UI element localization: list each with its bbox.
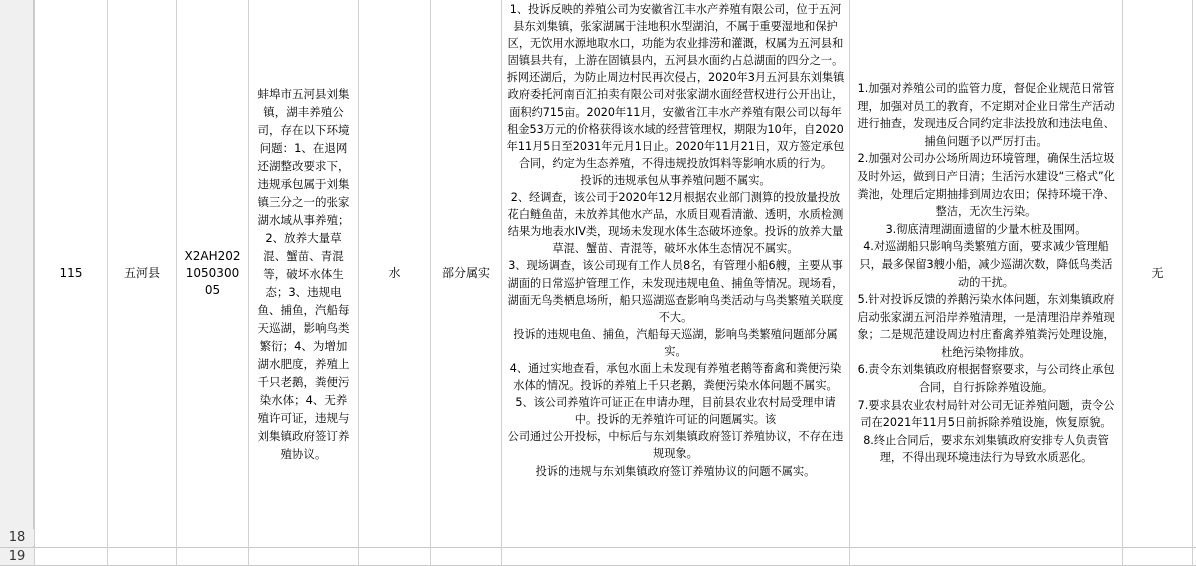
cell-findings[interactable] xyxy=(502,0,849,547)
findings-paragraph: 公司通过公开投标，中标后与东刘集镇政府签订养殖协议，不存在违规现象。 xyxy=(507,430,844,461)
empty-row-19[interactable] xyxy=(35,548,1192,565)
measure-item: 5.针对投诉反馈的养鹅污染水体问题，东刘集镇政府启动张家湖五河沿岸养殖清理，一是清理沿岸养殖现象；二是规范建设周边村庄畜禽养殖粪污处理设施，杜绝污染物排放。 xyxy=(857,293,1115,359)
measure-item: 7.要求县农业农村局针对公司无证养殖问题，责令公司在2021年11月5日前拆除养殖设施，恢复原貌。 xyxy=(857,398,1115,430)
measure-item: 4.对巡湖船只影响鸟类繁殖方面，要求减少管理船只，最多保留3艘小船，减少巡湖次数，降低鸟类活动的干扰。 xyxy=(859,240,1113,289)
findings-text xyxy=(506,1,845,480)
findings-paragraph: 5、该公司养殖许可证正在申请办理，目前县农业农村局受理申请中。投诉的无养殖许可证的问题属实。该 xyxy=(515,396,836,427)
complaint-text: 蚌埠市五河县刘集镇，湖丰养殖公司，存在以下环境问题：1、在退网还湖整改要求下，违规承包属于刘集镇三分之一的张家湖水域从事养殖；2、放养大量草混、蟹苗、青混等，破坏水体生态；3、违规电鱼、捕鱼，汽船每天巡湖，影响鸟类繁衍；4、为增加湖水肥度，养殖上千只老鹅，粪便污染水体；4、无养殖许可证，违规与刘集镇政府签订养殖协议。 xyxy=(257,86,350,461)
cell-seq[interactable]: 115 xyxy=(59,266,83,280)
findings-paragraph: 3、现场调查，该公司现有工作人员8名，有管理小船6艘，主要从事湖面的日常巡护管理工作，未发现违规电鱼、捕鱼等情况。现场看，湖面无鸟类栖息场所，船只巡湖巡查影响鸟类活动与鸟类繁殖关联度不大。 xyxy=(507,259,844,324)
cell-case-code[interactable]: X2AH202105030005 xyxy=(184,249,241,297)
cell-measures[interactable] xyxy=(850,0,1122,547)
row-number-19[interactable]: 19 xyxy=(0,548,34,566)
measure-item: 1.加强对养殖公司的监管力度，督促企业规范日常管理，加强对员工的教育，不定期对企业日常生产活动进行抽查，发现违反合同约定非法投放和违法电鱼、捕鱼问题予以严厉打击。 xyxy=(857,81,1115,148)
cell-accountability[interactable]: 无 xyxy=(1151,266,1164,280)
cell-county[interactable]: 五河县 xyxy=(123,266,160,280)
cell-verdict[interactable]: 部分属实 xyxy=(441,266,490,280)
findings-paragraph: 投诉的违规电鱼、捕鱼，汽船每天巡湖，影响鸟类繁殖问题部分属实。 xyxy=(513,327,838,358)
findings-paragraph: 4、通过实地查看，承包水面上未发现有养殖老鹅等畜禽和粪便污染水体的情况。投诉的养殖上千只老鹅，粪便污染水体问题不属实。 xyxy=(509,361,842,393)
measures-text xyxy=(855,80,1117,467)
findings-paragraph: 投诉的违规与东刘集镇政府签订养殖协议的问题不属实。 xyxy=(535,464,816,478)
findings-paragraph: 投诉的违规承包从事养殖问题不属实。 xyxy=(580,173,771,187)
measure-item: 3.彻底清理湖面遗留的少量木桩及围网。 xyxy=(885,222,1087,236)
cell-complaint[interactable] xyxy=(249,0,358,547)
row-header-column xyxy=(0,0,34,566)
row-number-18[interactable]: 18 xyxy=(0,529,34,546)
findings-paragraph: 2、经调查，该公司于2020年12月根据农业部门测算的投放量投放花白鲢鱼苗，未放养其他水产品，水质目观看清澈、透明，水质检测结果为地表水IV类，现场未发现水体生态破坏迹象。投诉的放养大量草混、蟹苗、青混等，破坏水体生态情况不属实。 xyxy=(507,191,844,256)
measure-item: 6.责令东刘集镇政府根据督察要求，与公司终止承包合同，自行拆除养殖设施。 xyxy=(857,363,1115,395)
cell-category[interactable]: 水 xyxy=(388,266,401,280)
measure-item: 2.加强对公司办公场所周边环境管理，确保生活垃圾及时外运，做到日产日清；生活污水建设“三格式”化粪池，处理后定期抽排到周边农田；保持环境干净、整洁，无次生污染。 xyxy=(857,152,1115,219)
measure-item: 8.终止合同后，要求东刘集镇政府安排专人负责管理，不得出现环境违法行为导致水质恶化。 xyxy=(863,433,1109,465)
findings-paragraph: 1、投诉反映的养殖公司为安徽省江丰水产养殖有限公司，位于五河县东刘集镇，张家湖属于洼地积水型湖泊，不属于重要湿地和保护区，无饮用水源地取水口，功能为农业排涝和灌溉，权属为五河县和固镇县共有，上游在固镇县内，五河县水面约占总湖面的四分之一。拆网还湖后，为防止周边村民再次侵占，2020年3月五河县东刘集镇政府委托河南百汇拍卖有限公司对张家湖水面经营权进行公开出让，面积约715亩。2020年11月，安徽省江丰水产养殖有限公司以每年租金53万元的价格获得该水域的经营管理权，期限为10年，自2020年11月5日至2031年元月1日止。2020年11月21日，双方签定承包合同，约定为生态养殖，不得违规投放饵料等影响水质的行为。 xyxy=(506,3,845,170)
column-divider xyxy=(1192,0,1193,566)
